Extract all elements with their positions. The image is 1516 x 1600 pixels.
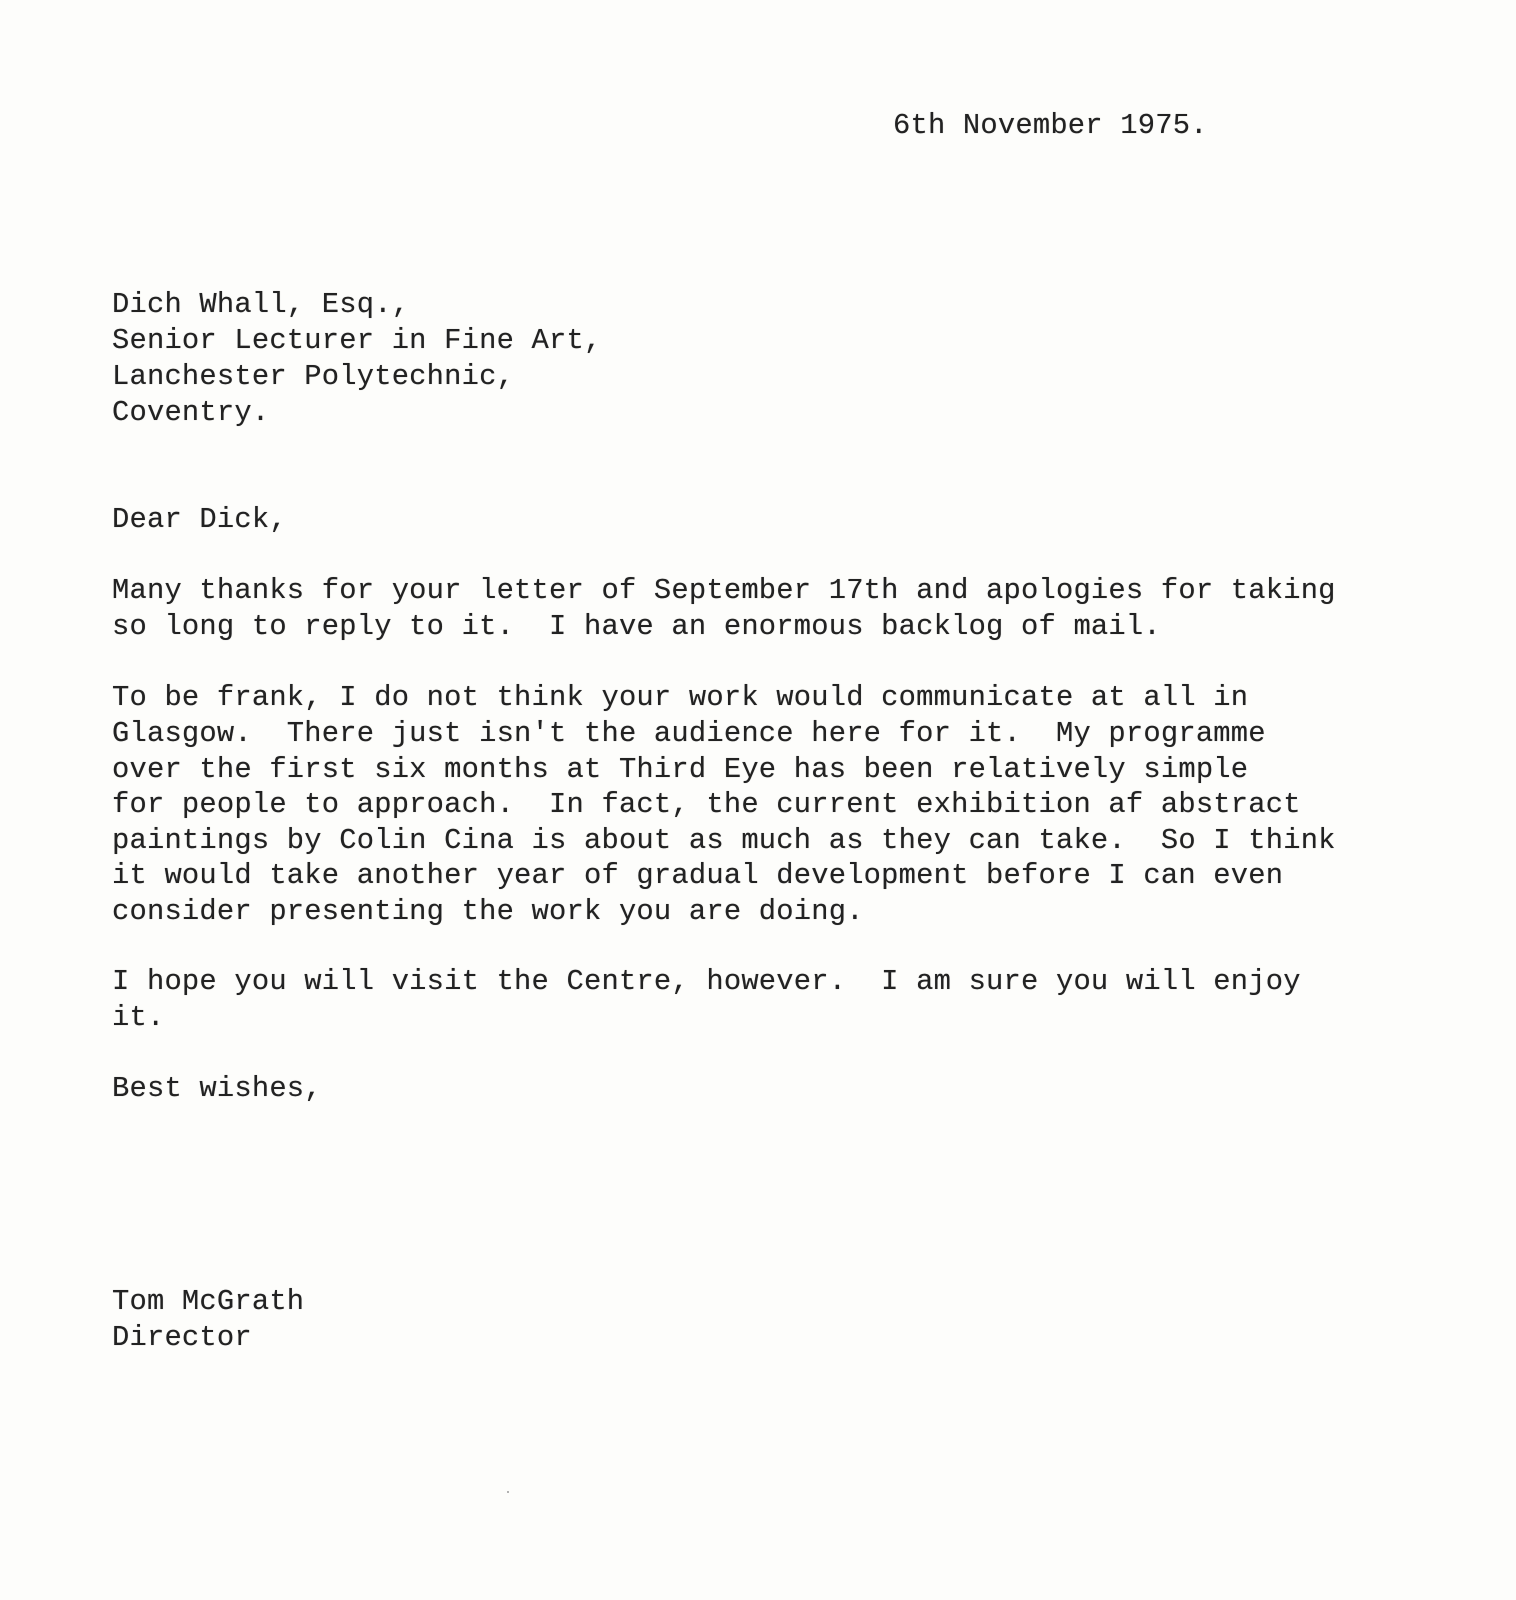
signer-name: Tom McGrath [112, 1285, 305, 1318]
closing: Best wishes, [112, 1072, 322, 1105]
paragraph-line: To be frank, I do not think your work would communicate at all in [112, 681, 1249, 714]
paragraph-line: I hope you will visit the Centre, however. I am sure you will enjoy [112, 965, 1301, 998]
recipient-name: Dich Whall, Esq., [112, 288, 410, 321]
paragraph-line: over the first six months at Third Eye has been relatively simple [112, 753, 1249, 786]
paragraph-line: Glasgow. There just isn't the audience here for it. My programme [112, 717, 1266, 750]
paragraph-line: for people to approach. In fact, the current exhibition af abstract [112, 788, 1301, 821]
recipient-position: Senior Lecturer in Fine Art, [112, 324, 602, 357]
paragraph-line: Many thanks for your letter of September 17th and apologies for taking [112, 574, 1336, 607]
paragraph-line: it would take another year of gradual development before I can even [112, 859, 1284, 892]
paragraph-line: so long to reply to it. I have an enormous backlog of mail. [112, 610, 1161, 643]
salutation: Dear Dick, [112, 503, 287, 536]
paragraph-line: it. [112, 1001, 165, 1034]
signer-title: Director [112, 1321, 252, 1354]
paragraph-line: paintings by Colin Cina is about as much as they can take. So I think [112, 824, 1336, 857]
recipient-city: Coventry. [112, 396, 270, 429]
paragraph-line: consider presenting the work you are doing. [112, 895, 864, 928]
paper-speck [507, 1491, 509, 1493]
recipient-institution: Lanchester Polytechnic, [112, 360, 515, 393]
letter-date: 6th November 1975. [893, 109, 1208, 142]
